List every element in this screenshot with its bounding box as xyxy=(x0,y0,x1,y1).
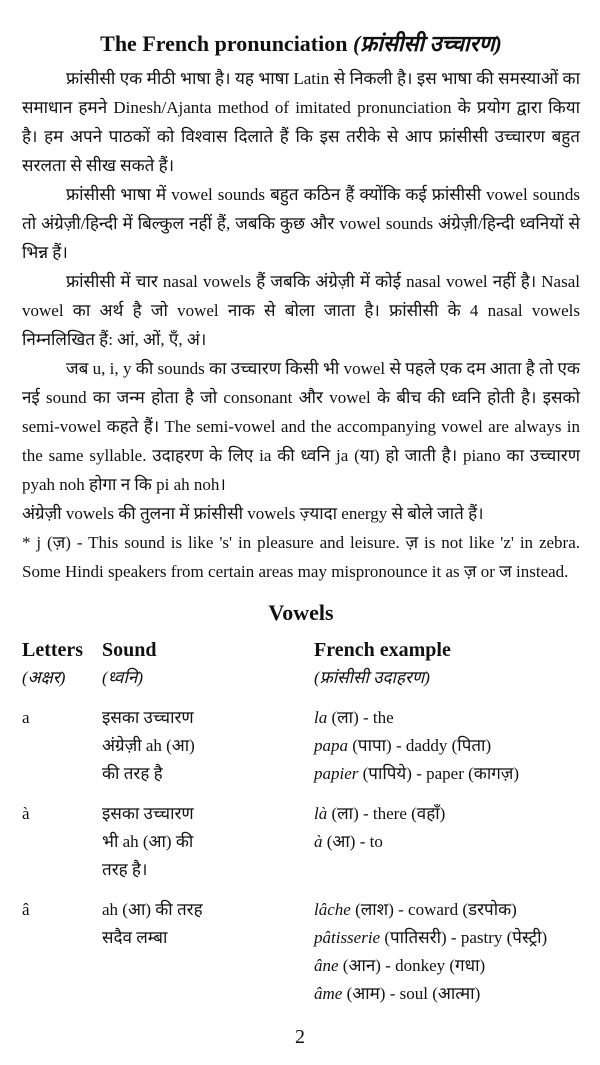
row-letter: à xyxy=(22,804,30,823)
row-examples xyxy=(314,704,580,788)
example-word: la xyxy=(314,708,328,727)
example-word: âme xyxy=(314,984,343,1003)
header-example: French example xyxy=(314,639,451,661)
energy-note: अंग्रेज़ी vowels की तुलना में फ्रांसीसी vowels ज़्यादा energy से बोले जाते हैं। xyxy=(22,504,484,523)
example-gloss: (आ) - to xyxy=(322,832,383,851)
example-line xyxy=(314,732,580,760)
sound-line: सदैव लम्बा xyxy=(102,928,168,947)
example-word: pâtisserie xyxy=(314,928,381,947)
sound-line: की तरह है xyxy=(102,764,163,783)
row-examples xyxy=(314,896,580,1008)
example-gloss: (पापा) - daddy (पिता) xyxy=(348,736,492,755)
sound-line: इसका उच्चारण xyxy=(102,804,194,823)
example-line xyxy=(314,924,580,952)
example-line xyxy=(314,896,580,924)
subheader-sound: (ध्वनि) xyxy=(102,668,144,687)
example-gloss: (ला) - the xyxy=(327,708,394,727)
example-word: à xyxy=(314,832,323,851)
example-word: âne xyxy=(314,956,339,975)
sound-line: अंग्रेज़ी ah (आ) xyxy=(102,736,195,755)
vowels-heading: Vowels xyxy=(268,600,334,625)
sound-line: तरह है। xyxy=(102,860,148,879)
row-examples xyxy=(314,800,580,884)
row-letter: a xyxy=(22,708,30,727)
example-line xyxy=(314,800,580,828)
nasal-vowels-paragraph: फ्रांसीसी में चार nasal vowels हैं जबकि अंग्रेज़ी में कोई nasal vowel नहीं है। Nasal vowel का अर्थ है जो vowel नाक से बोला जाता है। फ्रांसीसी के 4 nasal vowels निम्नलिखित हैं: आं, ओं, ऍं, अं। xyxy=(22,272,580,349)
example-gloss: (आन) - donkey (गधा) xyxy=(338,956,486,975)
example-gloss: (पापिये) - paper (कागज़) xyxy=(358,764,520,783)
example-line xyxy=(314,704,580,732)
sound-line: इसका उच्चारण xyxy=(102,708,194,727)
example-gloss: (ला) - there (वहाँ) xyxy=(327,804,446,823)
title-english: The French pronunciation xyxy=(100,31,348,56)
semi-vowel-paragraph: जब u, i, y की sounds का उच्चारण किसी भी vowel से पहले एक दम आता है तो एक नई sound का जन्म होता है जो consonant और vowel के बीच की ध्वनि होती है। इसको semi-vowel कहते हैं। The semi-vowel and the accompanying vowel are always in the same syllable. उदाहरण के लिए ia की ध्वनि ja (या) हो जाती है। piano का उच्चारण pyah noh होगा न कि pi ah noh। xyxy=(22,359,580,494)
sound-line: ah (आ) की तरह xyxy=(102,900,203,919)
row-sound xyxy=(102,800,314,884)
example-gloss: (लाश) - coward (डरपोक) xyxy=(350,900,517,919)
table-row xyxy=(22,896,580,1008)
example-line xyxy=(314,828,580,856)
page-number: 2 xyxy=(295,1026,305,1048)
j-sound-note: * j (ज़) - This sound is like 's' in pleasure and leisure. ज़ is not like 'z' in zebra. Some Hindi speakers from certain areas may mispronounce it as ज़ or ज instead. xyxy=(22,533,580,581)
example-word: là xyxy=(314,804,328,823)
row-letter: â xyxy=(22,900,30,919)
example-word: lâche xyxy=(314,900,351,919)
example-gloss: (पातिसरी) - pastry (पेस्ट्री) xyxy=(380,928,548,947)
header-letters: Letters xyxy=(22,639,84,661)
example-line xyxy=(314,952,580,980)
vowels-table xyxy=(22,636,580,1008)
title-hindi: (फ्रांसीसी उच्चारण) xyxy=(352,31,502,56)
table-row xyxy=(22,704,580,788)
subheader-example: (फ्रांसीसी उदाहरण) xyxy=(314,668,430,687)
intro-paragraph: फ्रांसीसी एक मीठी भाषा है। यह भाषा Latin से निकली है। इस भाषा की समस्याओं का समाधान हमने Dinesh/Ajanta method of imitated pronunciation के प्रयोग द्वारा किया है। हम अपने पाठकों को विश्वास दिलाते हैं कि इस तरीके से आप फ्रांसीसी उच्चारण बहुत सरलता से सीख सकते हैं। xyxy=(22,69,580,175)
example-word: papier xyxy=(314,764,359,783)
example-gloss: (आम) - soul (आत्मा) xyxy=(342,984,481,1003)
row-sound xyxy=(102,704,314,788)
header-sound: Sound xyxy=(102,639,157,661)
subheader-letters: (अक्षर) xyxy=(22,668,66,687)
vowel-sounds-paragraph: फ्रांसीसी भाषा में vowel sounds बहुत कठिन हैं क्योंकि कई फ्रांसीसी vowel sounds तो अंग्रेज़ी/हिन्दी में बिल्कुल नहीं हैं, जबकि कुछ और vowel sounds अंग्रेज़ी/हिन्दी ध्वनियों से भिन्न हैं। xyxy=(22,185,580,262)
page-title xyxy=(22,28,580,58)
table-subheader-row xyxy=(22,664,580,692)
example-line xyxy=(314,760,580,788)
example-word: papa xyxy=(314,736,348,755)
sound-line: भी ah (आ) की xyxy=(102,832,194,851)
table-header-row xyxy=(22,636,580,664)
example-line xyxy=(314,980,580,1008)
row-sound xyxy=(102,896,314,1008)
table-row xyxy=(22,800,580,884)
